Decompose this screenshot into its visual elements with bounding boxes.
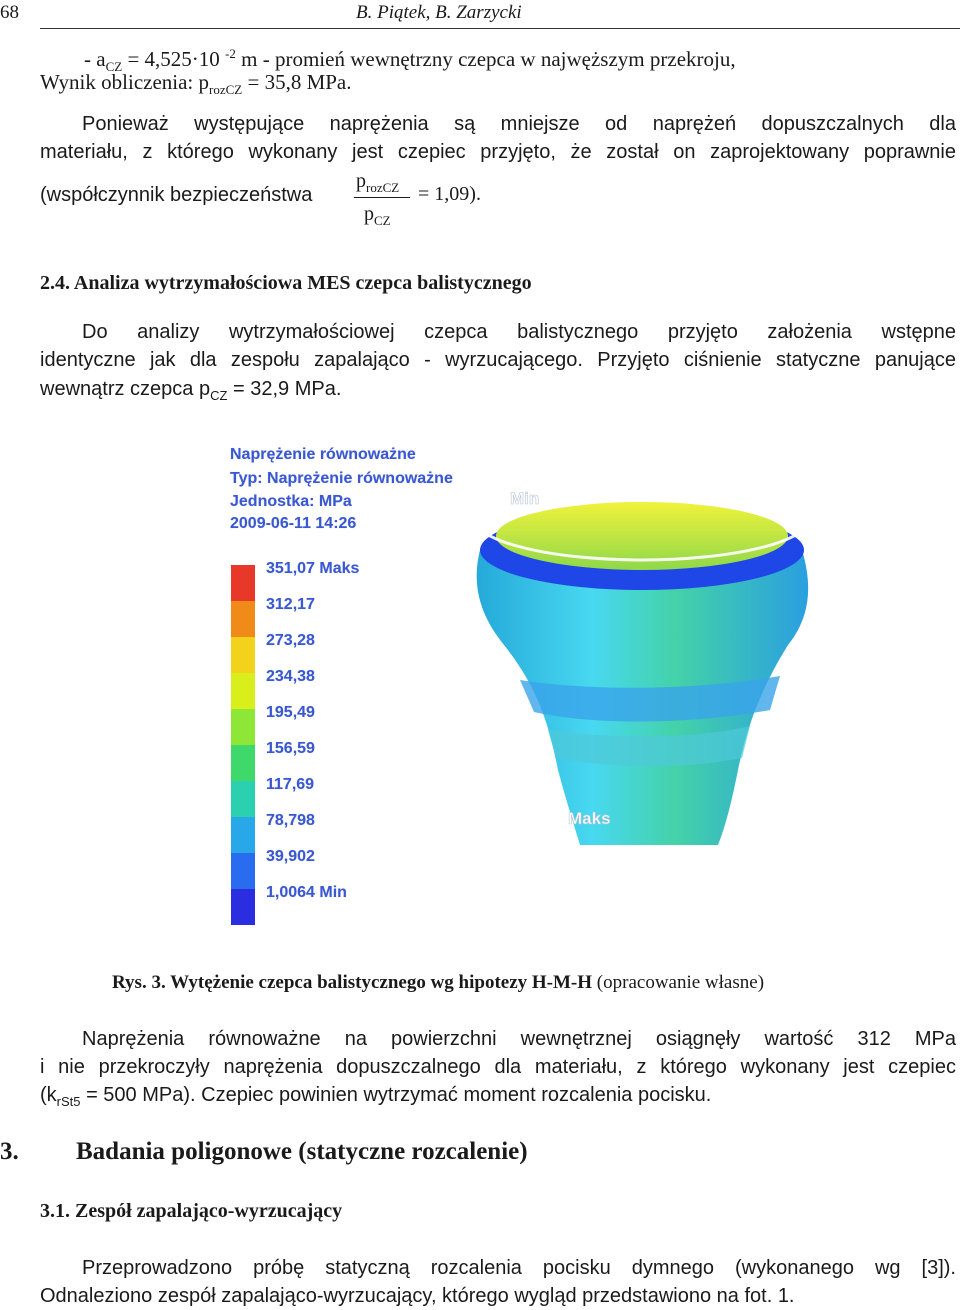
section-heading: 2.4. Analiza wytrzymałościowa MES czepca balistycznego <box>40 272 532 294</box>
paragraph-line: Odnaleziono zespół zapalająco-wyrzucający, którego wygląd przedstawiono na fot. 1. <box>40 1285 795 1307</box>
scale-swatch <box>231 601 255 637</box>
running-head: B. Piątek, B. Zarzycki <box>356 2 522 23</box>
scale-swatch <box>231 889 255 925</box>
paragraph-line: Ponieważ występujące naprężenia są mniejsze od naprężeń dopuszczalnych dla <box>82 113 956 135</box>
fraction-denominator: $p_{CZ}$ <box>364 203 391 228</box>
section-number: 3. <box>0 1138 19 1165</box>
scale-label: 156,59 <box>266 740 315 757</box>
scale-swatch <box>231 745 255 781</box>
result-line: Wynik obliczenia: $p_{rozCZ} = 35,8$ MPa. <box>40 70 352 98</box>
scale-swatch <box>231 709 255 745</box>
scale-label: 351,07 Maks <box>266 560 360 577</box>
fraction-numerator: $p_{rozCZ}$ <box>356 170 400 195</box>
paragraph-line: Przeprowadzono próbę statyczną rozcalenia pocisku dymnego (wykonanego wg [3]). <box>82 1257 956 1279</box>
paragraph-line: ($k_{rSt5} = 500$ MPa). Czepiec powinien wytrzymać moment rozcalenia pocisku. <box>40 1084 712 1109</box>
scale-swatch <box>231 637 255 673</box>
paragraph-line: wewnątrz czepca $p_{CZ} = 32,9$ MPa. <box>40 378 342 403</box>
legend-date: 2009-06-11 14:26 <box>230 515 357 532</box>
subsection-heading: 3.1. Zespół zapalająco-wyrzucający <box>40 1200 343 1222</box>
fraction-bar <box>354 197 410 198</box>
paragraph-line: (współczynnik bezpieczeństwa <box>40 184 313 206</box>
scale-label: 39,902 <box>266 848 315 865</box>
section-heading: Badania poligonowe (statyczne rozcalenie) <box>76 1138 528 1165</box>
scale-label: 312,17 <box>266 596 315 613</box>
figure-caption: Rys. 3. Wytężenie czepca balistycznego wg hipotezy H-M-H (opracowanie własne) <box>112 972 765 993</box>
min-label: Min <box>510 489 540 508</box>
scale-swatch <box>231 673 255 709</box>
page-number: 68 <box>0 2 19 23</box>
legend-title: Naprężenie równoważne <box>230 446 416 463</box>
max-label: Maks <box>568 809 611 828</box>
legend-unit: Jednostka: MPa <box>230 493 352 510</box>
paragraph-line: Naprężenia równoważne na powierzchni wewnętrznej osiągnęły wartość 312 MPa <box>82 1028 956 1050</box>
paragraph-line: i nie przekroczyły naprężenia dopuszczalnego dla materiału, z którego wykonany jest czepiec <box>40 1056 956 1078</box>
paragraph-line: materiału, z którego wykonany jest czepiec przyjęto, że został on zaprojektowany poprawnie <box>40 141 956 163</box>
scale-swatch <box>231 781 255 817</box>
scale-swatch <box>231 853 255 889</box>
scale-label: 1,0064 Min <box>266 884 347 901</box>
stress-model-drawing <box>470 440 820 860</box>
scale-label: 78,798 <box>266 812 315 829</box>
a-cz-line: - $a_{CZ} = 4,525\cdot 10$ $^{-2}$ m - promień wewnętrzny czepca w najwęższym przekroju, <box>84 46 736 75</box>
paragraph-line: identyczne jak dla zespołu zapalająco - wyrzucającego. Przyjęto ciśnienie statyczne panujące <box>40 349 956 371</box>
scale-label: 234,38 <box>266 668 315 685</box>
scale-label: 117,69 <box>266 776 315 793</box>
legend-type: Typ: Naprężenie równoważne <box>230 470 453 487</box>
scale-swatch <box>231 817 255 853</box>
scale-label: 273,28 <box>266 632 315 649</box>
scale-label: 195,49 <box>266 704 315 721</box>
scale-swatch <box>231 565 255 601</box>
paragraph-line: Do analizy wytrzymałościowej czepca balistycznego przyjęto założenia wstępne <box>82 321 956 343</box>
fraction-result: = 1,09). <box>418 183 481 205</box>
